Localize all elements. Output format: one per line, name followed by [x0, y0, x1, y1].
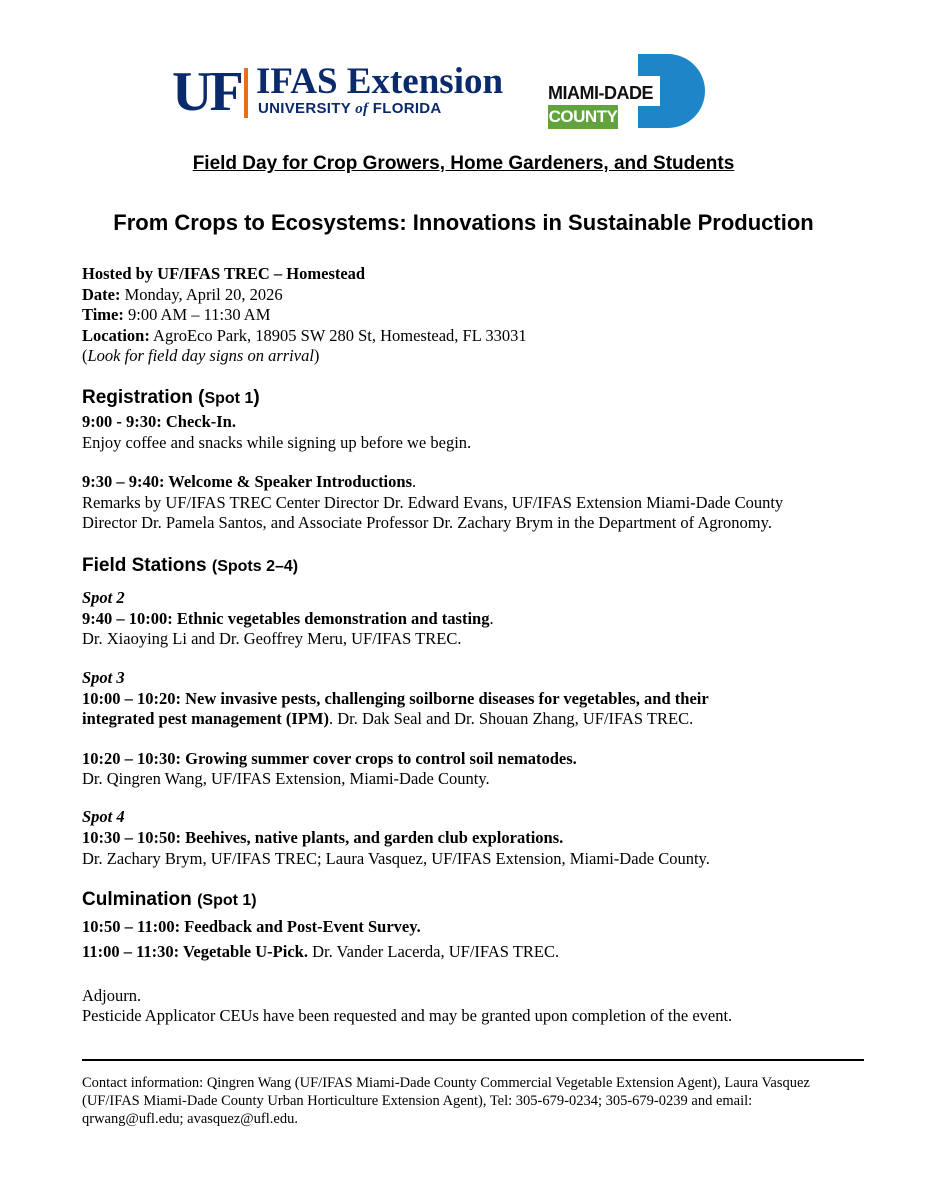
spot3-title-line1-text: 10:00 – 10:20: New invasive pests, challenging soilborne diseases for vegetables, and their [82, 689, 709, 708]
contact-line2: (UF/IFAS Miami-Dade County Urban Horticulture Extension Agent), Tel: 305-679-0234; 305-679-0239 and email: [82, 1093, 753, 1109]
spot2-desc: Dr. Xiaoying Li and Dr. Geoffrey Meru, UF/IFAS TREC. [82, 629, 462, 648]
field-stations-spots: (Spots 2–4) [211, 558, 299, 575]
culmination-item1 [82, 917, 421, 937]
arrival-note [82, 346, 319, 366]
note-open: ( [82, 346, 88, 365]
registration-heading-text: Registration ( [82, 387, 205, 408]
date-line [82, 285, 283, 305]
uf-ifas-extension-logo [172, 61, 517, 124]
ceu-note: Pesticide Applicator CEUs have been requested and may be granted upon completion of the event. [82, 1006, 733, 1025]
culmination-item1-text: 10:50 – 11:00: Feedback and Post-Event Survey. [82, 917, 421, 936]
registration-heading-close: ) [253, 387, 260, 408]
welcome-title-trail: . [412, 472, 417, 491]
registration-spot: Spot 1 [204, 390, 254, 407]
time-value: 9:00 AM – 11:30 AM [123, 305, 271, 324]
spot4-title [82, 828, 563, 848]
culmination-item2 [82, 942, 559, 962]
uf-logo-title: IFAS Extension [256, 61, 504, 102]
note-close: ) [313, 346, 320, 365]
spot4-label-text: Spot 4 [82, 807, 125, 826]
spot3-title2-text: 10:20 – 10:30: Growing summer cover crops to control soil nematodes. [82, 749, 577, 768]
spot3-title2 [82, 749, 577, 769]
spot3-desc2: Dr. Qingren Wang, UF/IFAS Extension, Miami-Dade County. [82, 769, 490, 788]
date-value: Monday, April 20, 2026 [120, 285, 283, 304]
welcome-desc-line2: Director Dr. Pamela Santos, and Associate Professor Dr. Zachary Brym in the Department of Agronomy. [82, 513, 772, 532]
spot2-label-text: Spot 2 [82, 588, 125, 607]
spot3-title-line2-text: integrated pest management (IPM) [82, 709, 329, 728]
uf-logo-subtitle [258, 100, 442, 118]
spot3-label-text: Spot 3 [82, 668, 125, 687]
adjourn-text: Adjourn. [82, 986, 142, 1005]
location-label: Location: [82, 326, 150, 345]
welcome-title [82, 472, 416, 492]
spot4-label [82, 807, 125, 827]
contact-line3: qrwang@ufl.edu; avasquez@ufl.edu. [82, 1111, 298, 1127]
spot2-title-text: 9:40 – 10:00: Ethnic vegetables demonstration and tasting [82, 609, 490, 628]
spot4-title-text: 10:30 – 10:50: Beehives, native plants, and garden club explorations. [82, 828, 564, 847]
uf-subtitle-of: of [355, 101, 369, 117]
culmination-heading [82, 889, 257, 912]
miami-dade-logo-top: MIAMI-DADE [548, 82, 657, 104]
footer-divider [82, 1059, 864, 1061]
spot2-title [82, 609, 494, 629]
welcome-title-text: 9:30 – 9:40: Welcome & Speaker Introductions [82, 472, 412, 491]
registration-heading [82, 387, 260, 410]
spot3-title-line1 [82, 689, 709, 709]
checkin-desc: Enjoy coffee and snacks while signing up before we begin. [82, 433, 472, 452]
time-line [82, 305, 270, 325]
spot2-label [82, 588, 125, 608]
culmination-item2-title: 11:00 – 11:30: Vegetable U-Pick. [82, 942, 308, 961]
page-title: From Crops to Ecosystems: Innovations in Sustainable Production [113, 210, 814, 235]
spot2-title-trail: . [489, 609, 494, 628]
host-line [82, 264, 365, 284]
uf-subtitle-pre: UNIVERSITY [258, 100, 356, 117]
spot3-title-line2 [82, 709, 693, 729]
time-label: Time: [82, 305, 124, 324]
culmination-heading-text: Culmination [82, 889, 198, 910]
field-stations-heading-text: Field Stations [82, 555, 212, 576]
field-stations-heading [82, 555, 298, 578]
date-label: Date: [82, 285, 121, 304]
uf-logo-letters: UF [172, 61, 241, 123]
culmination-item2-desc: Dr. Vander Lacerda, UF/IFAS TREC. [307, 942, 560, 961]
miami-dade-county-logo [548, 54, 710, 130]
uf-logo-divider [244, 68, 248, 118]
checkin-title [82, 412, 236, 432]
location-value: AgroEco Park, 18905 SW 280 St, Homestead, FL 33031 [149, 326, 527, 345]
note-text: Look for field day signs on arrival [87, 346, 314, 365]
welcome-desc-line1: Remarks by UF/IFAS TREC Center Director Dr. Edward Evans, UF/IFAS Extension Miami-Dade County [82, 493, 784, 512]
checkin-title-text: 9:00 - 9:30: Check-In. [82, 412, 236, 431]
location-line [82, 326, 527, 346]
host-text: Hosted by UF/IFAS TREC – Homestead [82, 264, 366, 283]
event-type-heading: Field Day for Crop Growers, Home Gardeners, and Students [192, 153, 735, 174]
spot3-label [82, 668, 125, 688]
spot3-desc-inline: . Dr. Dak Seal and Dr. Shouan Zhang, UF/IFAS TREC. [328, 709, 694, 728]
contact-line1: Contact information: Qingren Wang (UF/IFAS Miami-Dade County Commercial Vegetable Extension Agent), Laura Vasquez [82, 1075, 810, 1091]
spot4-desc: Dr. Zachary Brym, UF/IFAS TREC; Laura Vasquez, UF/IFAS Extension, Miami-Dade County. [82, 849, 710, 868]
miami-dade-logo-bottom: COUNTY [548, 105, 618, 129]
culmination-spot: (Spot 1) [197, 892, 257, 909]
uf-subtitle-post: FLORIDA [368, 100, 442, 117]
